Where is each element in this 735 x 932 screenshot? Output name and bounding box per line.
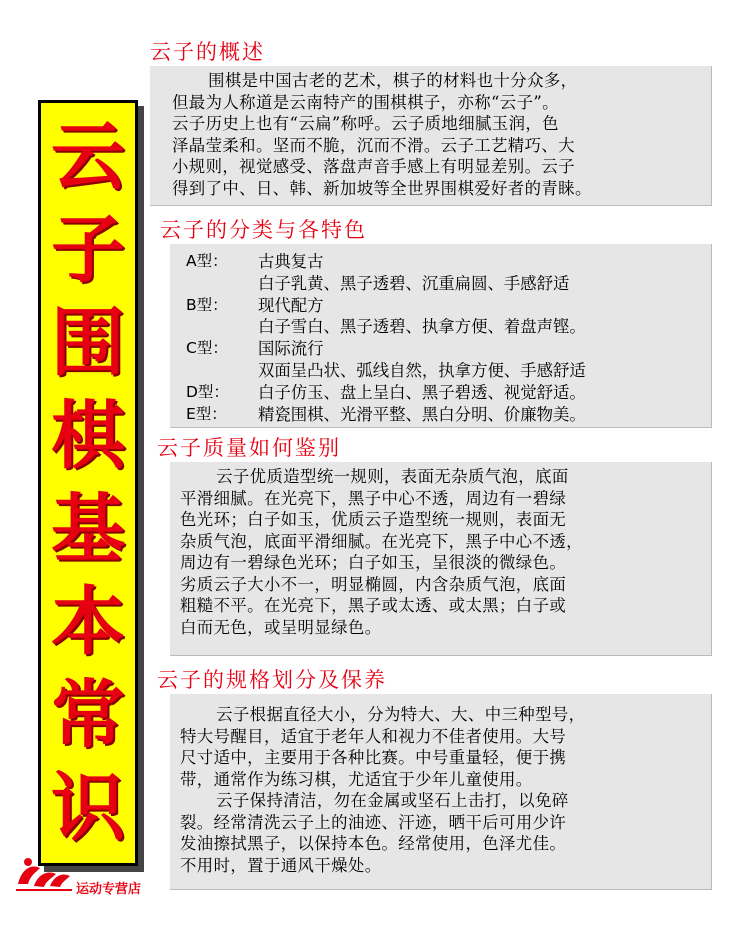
text-line: 云子保持清洁，勿在金属或坚石上击打，以免碎 bbox=[216, 791, 569, 810]
brand-mark-icon bbox=[14, 854, 74, 894]
text-line: 周边有一碧绿色光环；白子如玉，呈很淡的微绿色。 bbox=[180, 553, 567, 572]
banner-char: 常 bbox=[51, 672, 125, 758]
banner-char: 棋 bbox=[51, 393, 125, 479]
text-line: 色光环；白子如玉，优质云子造型统一规则，表面无 bbox=[180, 510, 567, 529]
type-text: 国际流行 bbox=[258, 339, 324, 359]
type-row bbox=[186, 382, 711, 404]
section-heading-quality: 云子质量如何鉴别 bbox=[157, 436, 341, 460]
type-text: 现代配方 bbox=[258, 295, 324, 315]
text-line: 云子根据直径大小，分为特大、大、中三种型号， bbox=[216, 705, 586, 724]
type-row bbox=[186, 251, 711, 273]
type-label bbox=[186, 273, 258, 295]
banner-char: 基 bbox=[51, 486, 125, 572]
text-line: 云子历史上也有“云扁”称呼。云子质地细腻玉润，色 bbox=[172, 114, 559, 133]
text-line: 特大号醒目，适宜于老年人和视力不佳者使用。大号 bbox=[180, 726, 567, 746]
banner-char: 子 bbox=[51, 207, 125, 293]
type-text: 双面呈凸状、弧线自然，执拿方便、手感舒适 bbox=[258, 360, 586, 380]
banner-char: 云 bbox=[51, 114, 125, 200]
type-label: B型： bbox=[186, 295, 228, 314]
text-line: 小规则，视觉感受、落盘声音手感上有明显差别。云子 bbox=[172, 157, 575, 176]
quality-box bbox=[170, 462, 712, 656]
type-row bbox=[186, 404, 711, 426]
banner-title bbox=[41, 111, 135, 855]
section-heading-care: 云子的规格划分及保养 bbox=[157, 668, 387, 692]
type-label bbox=[186, 316, 258, 338]
title-banner bbox=[38, 100, 138, 866]
text-line: 发油擦拭黑子，以保持本色。经常使用，色泽尤佳。 bbox=[180, 834, 567, 853]
section-heading-types: 云子的分类与各特色 bbox=[160, 218, 367, 242]
text-line: 围棋是中国古老的艺术，棋子的材料也十分众多， bbox=[208, 71, 578, 90]
banner-char: 围 bbox=[51, 300, 125, 386]
type-row bbox=[186, 338, 711, 360]
text-line: 粗糙不平。在光亮下，黑子或太透、或太黑；白子或 bbox=[180, 596, 567, 615]
type-text: 白子雪白、黑子透碧、执拿方便、着盘声铿。 bbox=[258, 317, 586, 337]
type-row bbox=[186, 295, 711, 317]
text-line: 但最为人称道是云南特产的围棋棋子，亦称“云子”。 bbox=[172, 92, 559, 112]
overview-box bbox=[150, 66, 712, 206]
type-row bbox=[186, 360, 711, 382]
types-box bbox=[170, 244, 712, 428]
type-label bbox=[186, 360, 258, 382]
type-label: D型： bbox=[186, 382, 229, 401]
type-text: 白子乳黄、黑子透碧、沉重扁圆、手感舒适 bbox=[258, 273, 570, 293]
text-line: 尺寸适中，主要用于各种比赛。中号重量轻，便于携 bbox=[180, 748, 567, 767]
banner-char: 识 bbox=[51, 765, 125, 851]
text-line: 裂。经常清洗云子上的油迹、汗迹，晒干后可用少许 bbox=[180, 812, 567, 832]
type-text: 白子仿玉、盘上呈白、黑子碧透、视觉舒适。 bbox=[258, 382, 586, 402]
text-line: 带，通常作为练习棋，尤适宜于少年儿童使用。 bbox=[180, 769, 533, 789]
store-name: 运动专营店 bbox=[76, 882, 142, 897]
text-line: 不用时，置于通风干燥处。 bbox=[180, 855, 382, 875]
section-heading-overview: 云子的概述 bbox=[150, 40, 265, 64]
banner-char: 本 bbox=[51, 579, 125, 665]
text-line: 平滑细腻。在光亮下，黑子中心不透，周边有一碧绿 bbox=[180, 488, 567, 508]
type-text: 古典复古 bbox=[258, 252, 324, 271]
text-line: 得到了中、日、韩、新加坡等全世界围棋爱好者的青睐。 bbox=[172, 178, 592, 198]
care-box bbox=[170, 694, 712, 890]
text-line: 白而无色，或呈明显绿色。 bbox=[180, 617, 382, 637]
text-line: 杂质气泡，底面平滑细腻。在光亮下，黑子中心不透， bbox=[180, 531, 583, 551]
type-text: 精瓷围棋、光滑平整、黑白分明、价廉物美。 bbox=[258, 404, 586, 424]
type-row bbox=[186, 273, 711, 295]
text-line: 劣质云子大小不一，明显椭圆，内含杂质气泡，底面 bbox=[180, 574, 567, 594]
text-line: 云子优质造型统一规则，表面无杂质气泡，底面 bbox=[216, 467, 569, 486]
type-label: C型： bbox=[186, 339, 228, 358]
type-row bbox=[186, 316, 711, 338]
type-label: A型： bbox=[186, 252, 228, 270]
text-line: 泽晶莹柔和。坚而不脆，沉而不滑。云子工艺精巧、大 bbox=[172, 135, 575, 155]
type-label: E型： bbox=[186, 404, 227, 423]
store-logo bbox=[14, 854, 174, 897]
